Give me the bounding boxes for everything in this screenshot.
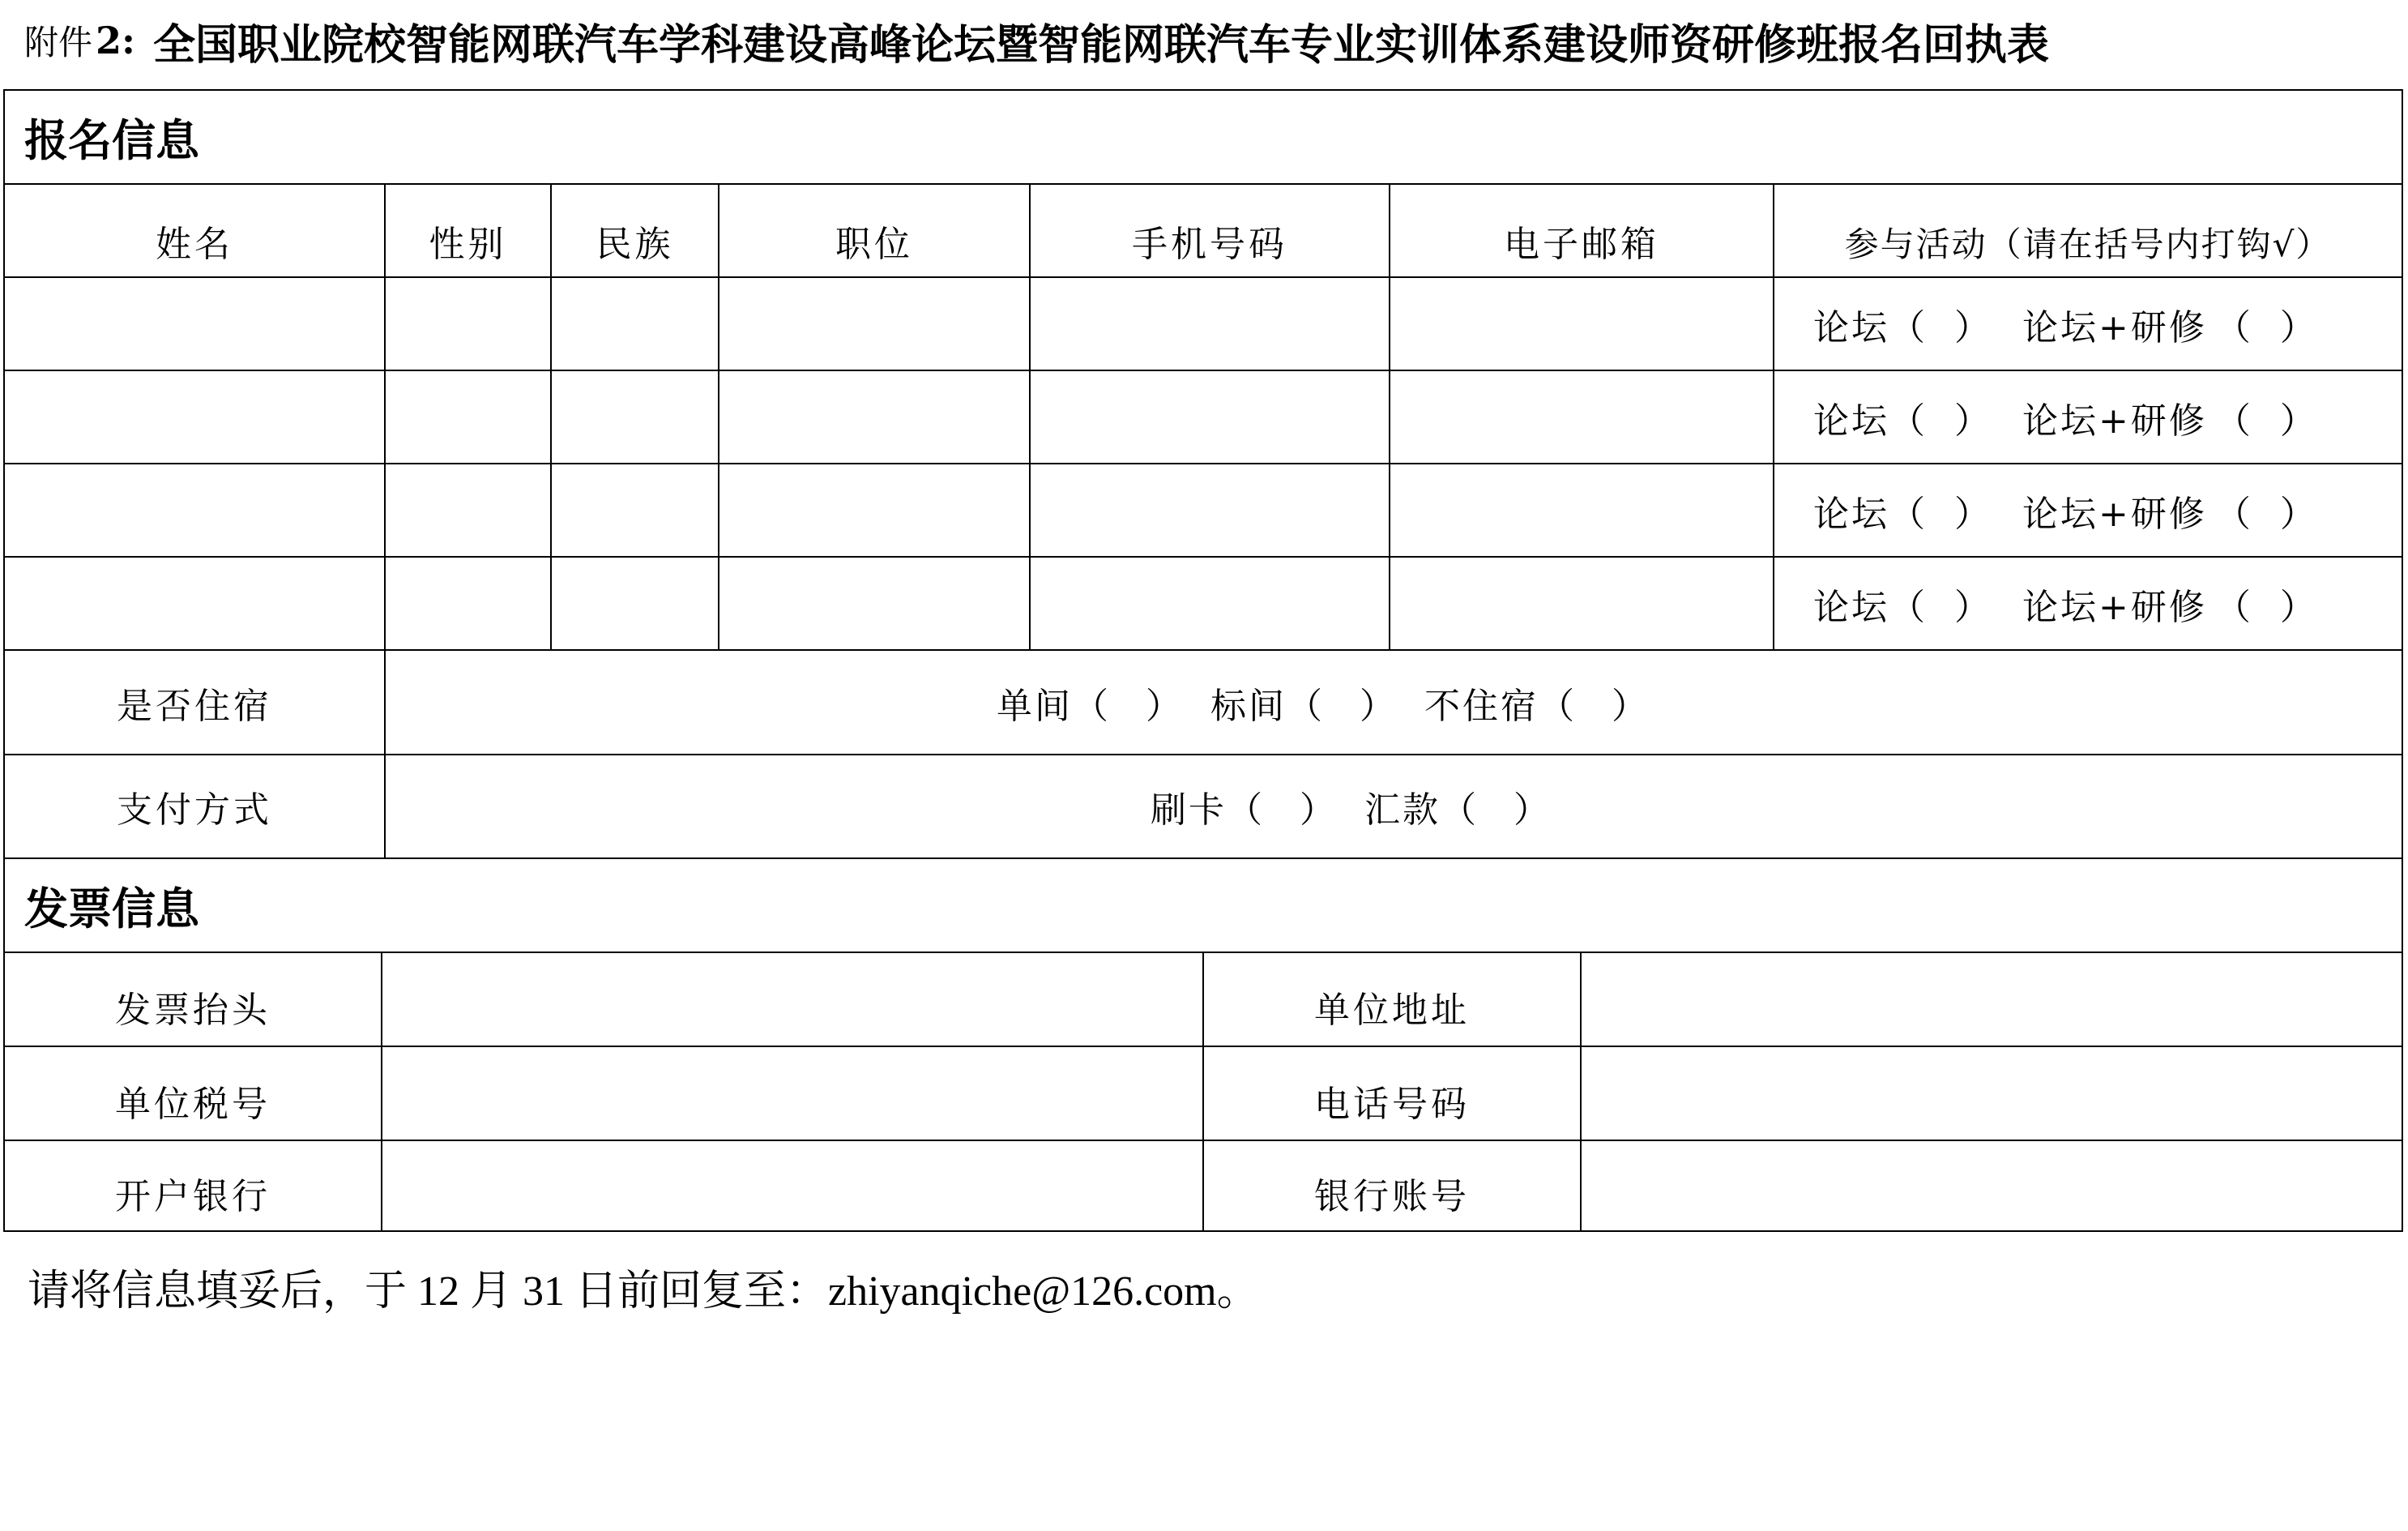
phone-field[interactable] bbox=[1031, 371, 1389, 463]
payment-label: 支付方式 bbox=[117, 789, 272, 831]
close-paren: ） bbox=[1954, 493, 1990, 535]
forum-option-label: 论坛 bbox=[1813, 306, 1889, 349]
position-field[interactable] bbox=[719, 464, 1029, 556]
name-field[interactable] bbox=[5, 558, 384, 649]
bank-account-label: 银行账号 bbox=[1314, 1176, 1470, 1217]
open-paren: （ bbox=[1287, 685, 1322, 727]
forum-training-option-label: 论坛+研修 bbox=[2022, 400, 2207, 442]
column-header-position: 职位 bbox=[835, 224, 913, 265]
forum-training-option[interactable] bbox=[2022, 298, 2316, 350]
gender-field[interactable] bbox=[386, 278, 550, 370]
column-header-phone: 手机号码 bbox=[1132, 224, 1287, 265]
ethnicity-field[interactable] bbox=[552, 558, 718, 649]
open-paren: （ bbox=[2214, 493, 2251, 535]
forum-option[interactable] bbox=[1813, 485, 1990, 537]
invoice-title-label: 发票抬头 bbox=[115, 990, 271, 1031]
double-room-option[interactable] bbox=[1210, 677, 1395, 729]
position-field[interactable] bbox=[719, 558, 1029, 649]
phone-number-label: 电话号码 bbox=[1314, 1084, 1470, 1125]
bank-transfer-option[interactable] bbox=[1364, 780, 1549, 832]
accommodation-label: 是否住宿 bbox=[117, 685, 272, 727]
open-paren: （ bbox=[2214, 400, 2251, 442]
bank-transfer-label: 汇款 bbox=[1364, 789, 1441, 831]
name-field[interactable] bbox=[5, 371, 384, 463]
no-accommodation-label: 不住宿 bbox=[1424, 685, 1539, 727]
divider bbox=[3, 857, 2403, 859]
name-field[interactable] bbox=[5, 464, 384, 556]
open-paren: （ bbox=[1073, 685, 1108, 727]
open-paren: （ bbox=[1227, 789, 1262, 831]
submission-instructions: 请将信息填妥后，于 12 月 31 日前回复至：zhiyanqiche@126.com。 bbox=[28, 1268, 1259, 1315]
column-header-gender: 性别 bbox=[429, 224, 507, 265]
close-paren: ） bbox=[1360, 685, 1395, 727]
activity-options bbox=[1813, 464, 2316, 556]
column-divider bbox=[384, 649, 386, 857]
invoice-section-title: 发票信息 bbox=[24, 882, 199, 934]
forum-training-option[interactable] bbox=[2022, 578, 2316, 630]
open-paren: （ bbox=[2214, 306, 2251, 349]
form-title: 全国职业院校智能网联汽车学科建设高峰论坛暨智能网联汽车专业实训体系建设师资研修班报名回执表 bbox=[153, 19, 2050, 70]
forum-training-option-label: 论坛+研修 bbox=[2022, 493, 2207, 535]
position-field[interactable] bbox=[719, 278, 1029, 370]
open-paren: （ bbox=[1889, 586, 1925, 628]
card-payment-label: 刷卡 bbox=[1151, 789, 1227, 831]
forum-option-label: 论坛 bbox=[1813, 586, 1889, 628]
company-address-field[interactable] bbox=[1582, 953, 2402, 1046]
accommodation-options bbox=[997, 651, 1647, 754]
forum-option-label: 论坛 bbox=[1813, 493, 1889, 535]
activity-options bbox=[1813, 558, 2316, 649]
forum-option[interactable] bbox=[1813, 391, 1990, 443]
ethnicity-field[interactable] bbox=[552, 371, 718, 463]
column-header-email: 电子邮箱 bbox=[1504, 224, 1659, 265]
tax-id-field[interactable] bbox=[382, 1047, 1202, 1140]
column-header-activity: 参与活动（请在括号内打钩√） bbox=[1844, 225, 2332, 264]
forum-option[interactable] bbox=[1813, 298, 1990, 350]
ethnicity-field[interactable] bbox=[552, 278, 718, 370]
open-paren: （ bbox=[1889, 306, 1925, 349]
phone-field[interactable] bbox=[1031, 558, 1389, 649]
gender-field[interactable] bbox=[386, 464, 550, 556]
forum-training-option-label: 论坛+研修 bbox=[2022, 586, 2207, 628]
open-paren: （ bbox=[1539, 685, 1574, 727]
phone-number-field[interactable] bbox=[1582, 1047, 2402, 1140]
position-field[interactable] bbox=[719, 371, 1029, 463]
open-paren: （ bbox=[1441, 789, 1476, 831]
single-room-option[interactable] bbox=[997, 677, 1181, 729]
close-paren: ） bbox=[1146, 685, 1181, 727]
no-accommodation-option[interactable] bbox=[1424, 677, 1647, 729]
close-paren: ） bbox=[2279, 400, 2316, 442]
email-field[interactable] bbox=[1390, 464, 1773, 556]
phone-field[interactable] bbox=[1031, 464, 1389, 556]
close-paren: ） bbox=[2279, 586, 2316, 628]
column-header-ethnicity: 民族 bbox=[596, 224, 674, 265]
close-paren: ） bbox=[1300, 789, 1335, 831]
bank-name-field[interactable] bbox=[382, 1141, 1202, 1230]
tax-id-label: 单位税号 bbox=[115, 1084, 271, 1125]
forum-option[interactable] bbox=[1813, 578, 1990, 630]
forum-option-label: 论坛 bbox=[1813, 400, 1889, 442]
double-room-label: 标间 bbox=[1210, 685, 1287, 727]
ethnicity-field[interactable] bbox=[552, 464, 718, 556]
gender-field[interactable] bbox=[386, 371, 550, 463]
activity-options bbox=[1813, 371, 2316, 463]
open-paren: （ bbox=[1889, 493, 1925, 535]
attachment-number: 2: bbox=[96, 19, 136, 62]
forum-training-option[interactable] bbox=[2022, 391, 2316, 443]
column-header-name: 姓名 bbox=[156, 224, 233, 265]
name-field[interactable] bbox=[5, 278, 384, 370]
close-paren: ） bbox=[1954, 306, 1990, 349]
bank-account-field[interactable] bbox=[1582, 1141, 2402, 1230]
card-payment-option[interactable] bbox=[1151, 780, 1335, 832]
bank-name-label: 开户银行 bbox=[115, 1176, 271, 1217]
company-address-label: 单位地址 bbox=[1314, 990, 1470, 1031]
close-paren: ） bbox=[1954, 586, 1990, 628]
payment-options bbox=[1151, 755, 1549, 857]
single-room-label: 单间 bbox=[997, 685, 1073, 727]
close-paren: ） bbox=[2279, 306, 2316, 349]
email-field[interactable] bbox=[1390, 558, 1773, 649]
registration-section-title: 报名信息 bbox=[24, 113, 199, 166]
close-paren: ） bbox=[2279, 493, 2316, 535]
document-title bbox=[24, 10, 2049, 71]
email-field[interactable] bbox=[1390, 278, 1773, 370]
phone-field[interactable] bbox=[1031, 278, 1389, 370]
invoice-title-field[interactable] bbox=[382, 953, 1202, 1046]
forum-training-option[interactable] bbox=[2022, 485, 2316, 537]
forum-training-option-label: 论坛+研修 bbox=[2022, 306, 2207, 349]
open-paren: （ bbox=[1889, 400, 1925, 442]
gender-field[interactable] bbox=[386, 558, 550, 649]
open-paren: （ bbox=[2214, 586, 2251, 628]
attachment-prefix: 附件 bbox=[24, 23, 93, 62]
email-field[interactable] bbox=[1390, 371, 1773, 463]
close-paren: ） bbox=[1612, 685, 1647, 727]
close-paren: ） bbox=[1514, 789, 1549, 831]
close-paren: ） bbox=[1954, 400, 1990, 442]
activity-options bbox=[1813, 278, 2316, 370]
